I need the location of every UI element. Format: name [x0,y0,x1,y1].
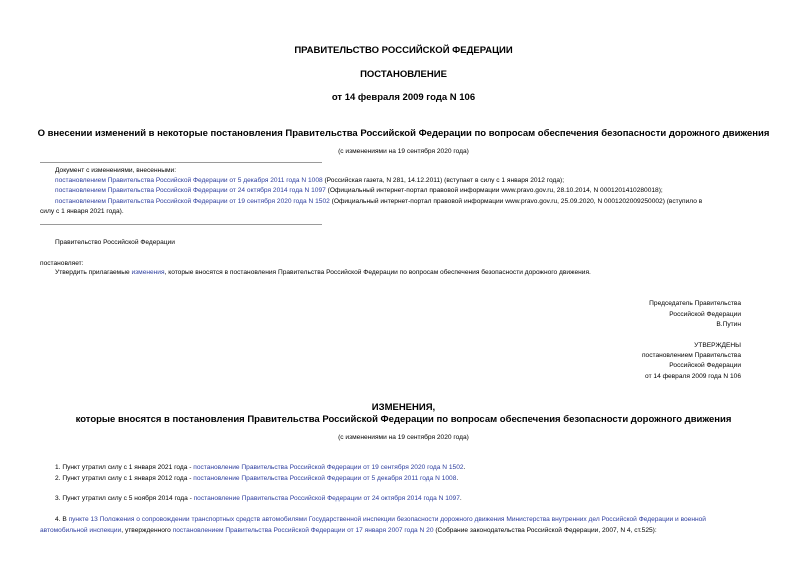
document-title: О внесении изменений в некоторые постановления Правительства Российской Федерации по вопросам обеспечения безопасности дорожного движения [37,128,770,139]
changes-link[interactable]: изменения [131,269,165,276]
amendments-intro: Документ с изменениями, внесенными: [55,167,177,174]
change-text: , утвержденного [121,527,173,534]
authority: Правительство Российской Федерации [55,239,175,246]
document-date: от 14 февраля 2009 года N 106 [331,92,476,103]
change-text: 3. Пункт утратил силу с 5 ноября 2014 года - [55,495,194,502]
change-text: 4. В [55,516,69,523]
change-item [55,463,465,473]
amendment-link[interactable]: постановлением Правительства Российской Федерации от 5 декабря 2011 года N 1008 [55,177,323,184]
change-text: (Собрание законодательства Российской Федерации, 2007, N 4, ст.525): [433,527,657,534]
amendment-item [55,176,564,186]
government-name: ПРАВИТЕЛЬСТВО РОССИЙСКОЙ ФЕДЕРАЦИИ [294,45,513,56]
approve-text: , которые вносятся в постановления Правительства Российской Федерации по вопросам обеспечения безопасности дорожного движения. [164,269,591,276]
change-item-4-continued [40,526,657,536]
change-link[interactable]: постановление Правительства Российской Федерации от 5 декабря 2011 года N 1008 [193,475,457,482]
amendment-link[interactable]: постановлением Правительства Российской Федерации от 24 октября 2014 года N 1097 [55,187,326,194]
change-text: . [456,475,459,482]
signature-name: В.Путин [716,321,741,328]
amendment-item [55,197,702,207]
amendment-link[interactable]: постановлением Правительства Российской Федерации от 19 сентября 2020 года N 1502 [55,198,330,205]
decides-label: постановляет: [40,260,84,267]
resolution-link[interactable]: постановлением Правительства Российской Федерации от 17 января 2007 года N 20 [172,527,434,534]
regulation-link[interactable]: автомобильной инспекции [40,527,122,534]
approved-line: Российской Федерации [669,362,741,369]
approve-text: Утвердить прилагаемые [55,269,132,276]
revision-note: (с изменениями на 19 сентября 2020 года) [338,148,469,155]
amendment-text: (Российская газета, N 281, 14.12.2011) (вступает в силу с 1 января 2012 года); [322,177,565,184]
signature-title: Председатель Правительства [649,300,741,307]
change-item [55,494,462,504]
change-link[interactable]: постановление Правительства Российской Федерации от 19 сентября 2020 года N 1502 [193,464,464,471]
amendment-text: (Официальный интернет-портал правовой информации www.pravo.gov.ru, 25.09.2020, N 0001202009250002) (вступило в [329,198,703,205]
changes-title: ИЗМЕНЕНИЯ, [371,402,436,413]
change-text: 1. Пункт утратил силу с 1 января 2021 года - [55,464,194,471]
regulation-link[interactable]: пункте 13 Положения о сопровождении транспортных средств автомобилями Государственной инспекции безопасности дорожного движения Министерства внутренних дел Российской Федерации и военной [68,516,706,523]
approved-label: УТВЕРЖДЕНЫ [694,342,741,349]
approve-paragraph [55,268,591,278]
divider-top [40,162,322,163]
document-type: ПОСТАНОВЛЕНИЕ [360,69,447,80]
changes-subtitle: которые вносятся в постановления Правительства Российской Федерации по вопросам обеспечения безопасности дорожного движения [75,414,732,425]
signature-country: Российской Федерации [669,311,741,318]
change-item [55,474,458,484]
amendment-text: (Официальный интернет-портал правовой информации www.pravo.gov.ru, 28.10.2014, N 0001201410280018); [325,187,663,194]
change-text: 2. Пункт утратил силу с 1 января 2012 года - [55,475,194,482]
changes-revision-note: (с изменениями на 19 сентября 2020 года) [338,434,469,441]
approved-line: от 14 февраля 2009 года N 106 [645,373,741,380]
change-text: . [463,464,466,471]
divider-bottom [40,224,322,225]
amendment-item [55,186,663,196]
approved-line: постановлением Правительства [641,352,741,359]
change-text: . [459,495,462,502]
change-item-4 [55,515,706,525]
change-link[interactable]: постановление Правительства Российской Федерации от 24 октября 2014 года N 1097 [193,495,460,502]
amendment-item-continued: силу с 1 января 2021 года). [40,208,124,215]
